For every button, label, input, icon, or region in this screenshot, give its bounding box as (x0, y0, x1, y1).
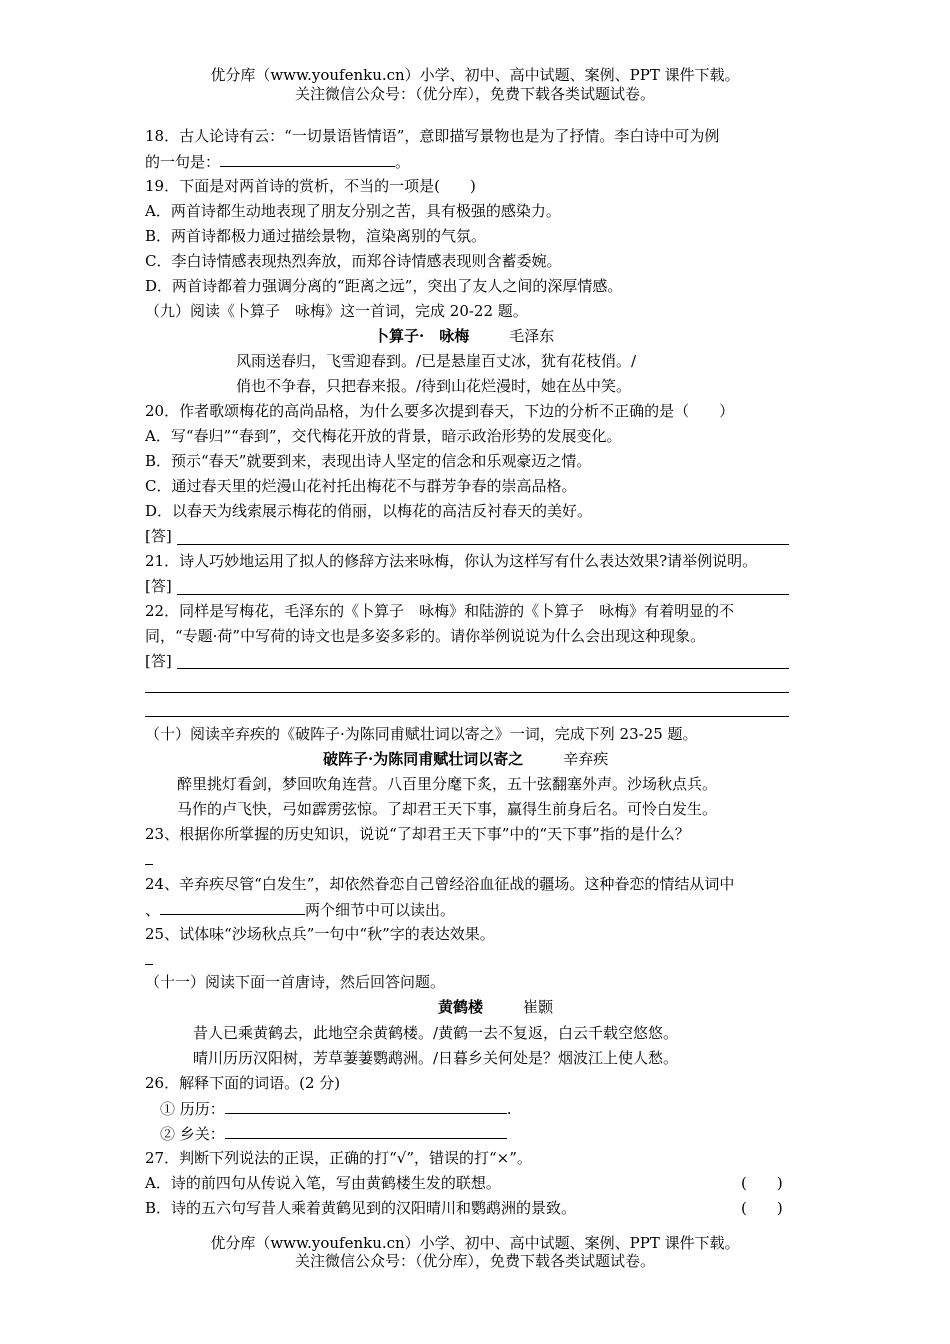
q27-option-a-bracket[interactable]: ( ) (741, 1174, 783, 1192)
q22-answer-line-1[interactable] (177, 668, 789, 669)
q20-option-d: D．以春天为线索展示梅花的俏丽，以梅花的高洁反衬春天的美好。 (145, 502, 593, 520)
q26-item-2-blank[interactable] (225, 1123, 507, 1139)
q18-suffix: 。 (395, 153, 411, 171)
q26-item-1-end: . (506, 1100, 512, 1118)
section11-poem-line-1: 昔人已乘黄鹤去，此地空余黄鹤楼。/黄鹤一去不复返，白云千载空悠悠。 (193, 1024, 679, 1042)
q19-stem: 19．下面是对两首诗的赏析，不当的一项是( ) (145, 177, 476, 195)
q22-line-2: 同，“专题·荷”中写荷的诗文也是多姿多彩的。请你举例说说为什么会出现这种现象。 (145, 627, 706, 645)
section9-intro: （九）阅读《卜算子 咏梅》这一首词，完成 20-22 题。 (145, 302, 528, 320)
q20-answer-line[interactable] (177, 544, 789, 545)
section9-poem-author: 毛泽东 (509, 327, 555, 345)
q22-answer-line-3[interactable] (145, 716, 789, 717)
q19-option-c: C．李白诗情感表现热烈奔放，而郑谷诗情感表现则含蓄委婉。 (145, 252, 562, 270)
q26-stem: 26．解释下面的词语。(2 分) (145, 1074, 341, 1092)
q21-answer-line[interactable] (177, 594, 789, 595)
section9-poem-title-row (374, 326, 554, 346)
section10-intro: （十）阅读辛弃疾的《破阵子·为陈同甫赋壮词以寄之》一词，完成下列 23-25 题。 (145, 725, 698, 743)
q20-answer-label: [答] (145, 527, 172, 545)
section11-intro: （十一）阅读下面一首唐诗，然后回答问题。 (145, 973, 446, 991)
q20-option-c: C．通过春天里的烂漫山花衬托出梅花不与群芳争春的崇高品格。 (145, 477, 577, 495)
footer-line-1: 优分库（www.youfenku.cn）小学、初中、高中试题、案例、PPT 课件下载。 (210, 1234, 740, 1252)
q23-answer-mark[interactable] (145, 864, 153, 865)
q20-stem: 20．作者歌颂梅花的高尚品格，为什么要多次提到春天，下边的分析不正确的是（ ） (145, 402, 735, 420)
q27-option-b: B．诗的五六句写昔人乘着黄鹤见到的汉阳晴川和鹦鹉洲的景致。 (145, 1199, 577, 1217)
section11-poem-title: 黄鹤楼 (438, 998, 484, 1016)
q19-option-d: D．两首诗都着力强调分离的“距离之远”，突出了友人之间的深厚情感。 (145, 277, 623, 295)
q18-line-1: 18．古人论诗有云：“一切景语皆情语”，意即描写景物也是为了抒情。李白诗中可为例 (145, 127, 720, 145)
q24-prefix: 、 (145, 901, 161, 919)
q21-answer-label: [答] (145, 577, 172, 595)
q26-item-1-label: ① 历历： (160, 1100, 225, 1118)
q27-option-b-bracket[interactable]: ( ) (741, 1199, 783, 1217)
q19-option-b: B．两首诗都极力通过描绘景物，渲染离别的气氛。 (145, 227, 487, 245)
q18-line-2 (145, 151, 410, 172)
section11-poem-line-2: 晴川历历汉阳树，芳草萋萋鹦鹉洲。/日暮乡关何处是？烟波江上使人愁。 (193, 1049, 679, 1067)
q25-stem: 25、试体味“沙场秋点兵”一句中“秋”字的表达效果。 (145, 925, 495, 943)
section10-poem-line-1: 醉里挑灯看剑，梦回吹角连营。八百里分麾下炙，五十弦翻塞外声。沙场秋点兵。 (177, 775, 718, 793)
q20-option-b: B．预示“春天”就要到来，表现出诗人坚定的信念和乐观豪迈之情。 (145, 452, 592, 470)
q24-line-1: 24、辛弃疾尽管“白发生”，却依然眷恋自己曾经浴血征战的疆场。这种眷恋的情结从词中 (145, 875, 735, 893)
q18-prefix: 的一句是： (145, 153, 221, 171)
q20-option-a: A．写“春归”“春到”，交代梅花开放的背景，暗示政治形势的发展变化。 (145, 427, 622, 445)
q24-line-2 (145, 899, 455, 920)
section11-poem-title-row (438, 997, 553, 1017)
q23-stem: 23、根据你所掌握的历史知识，说说“了却君王天下事”中的“天下事”指的是什么？ (145, 825, 690, 843)
q22-answer-label: [答] (145, 652, 172, 670)
q26-item-1-blank[interactable] (225, 1098, 507, 1114)
section9-poem-title: 卜算子· 咏梅 (374, 327, 470, 345)
q24-answer-blank[interactable] (160, 899, 305, 915)
q24-suffix: 两个细节中可以读出。 (305, 901, 456, 919)
section9-poem-line-2: 俏也不争春，只把春来报。/待到山花烂漫时，她在丛中笑。 (236, 377, 632, 395)
section9-poem-line-1: 风雨送春归，飞雪迎春到。/已是悬崖百丈冰，犹有花枝俏。/ (236, 352, 637, 370)
section11-poem-author: 崔颢 (523, 998, 554, 1016)
q26-item-2-label: ② 乡关： (160, 1125, 225, 1143)
q21-stem: 21．诗人巧妙地运用了拟人的修辞方法来咏梅，你认为这样写有什么表达效果?请举例说明。 (145, 552, 758, 570)
section10-poem-author: 辛弃疾 (563, 750, 609, 768)
section10-poem-title: 破阵子·为陈同甫赋壮词以寄之 (323, 750, 524, 768)
q22-answer-line-2[interactable] (145, 692, 789, 693)
header-line-2: 关注微信公众号：（优分库），免费下载各类试题试卷。 (294, 85, 655, 103)
q18-answer-blank[interactable] (220, 151, 395, 167)
footer-line-2: 关注微信公众号：（优分库），免费下载各类试题试卷。 (294, 1252, 655, 1270)
q27-stem: 27．判断下列说法的正误，正确的打“√”，错误的打“×”。 (145, 1149, 532, 1167)
q22-line-1: 22．同样是写梅花，毛泽东的《卜算子 咏梅》和陆游的《卜算子 咏梅》有着明显的不 (145, 602, 735, 620)
q19-option-a: A．两首诗都生动地表现了朋友分别之苦，具有极强的感染力。 (145, 202, 561, 220)
q27-option-a: A．诗的前四句从传说入笔，写由黄鹤楼生发的联想。 (145, 1174, 501, 1192)
q25-answer-mark[interactable] (145, 964, 153, 965)
q26-item-2 (160, 1123, 507, 1144)
section10-poem-line-2: 马作的卢飞快，弓如霹雳弦惊。了却君王天下事，赢得生前身后名。可怜白发生。 (177, 800, 718, 818)
section10-poem-title-row (323, 749, 608, 769)
header-line-1: 优分库（www.youfenku.cn）小学、初中、高中试题、案例、PPT 课件下载。 (210, 66, 740, 84)
q26-item-1 (160, 1098, 512, 1119)
